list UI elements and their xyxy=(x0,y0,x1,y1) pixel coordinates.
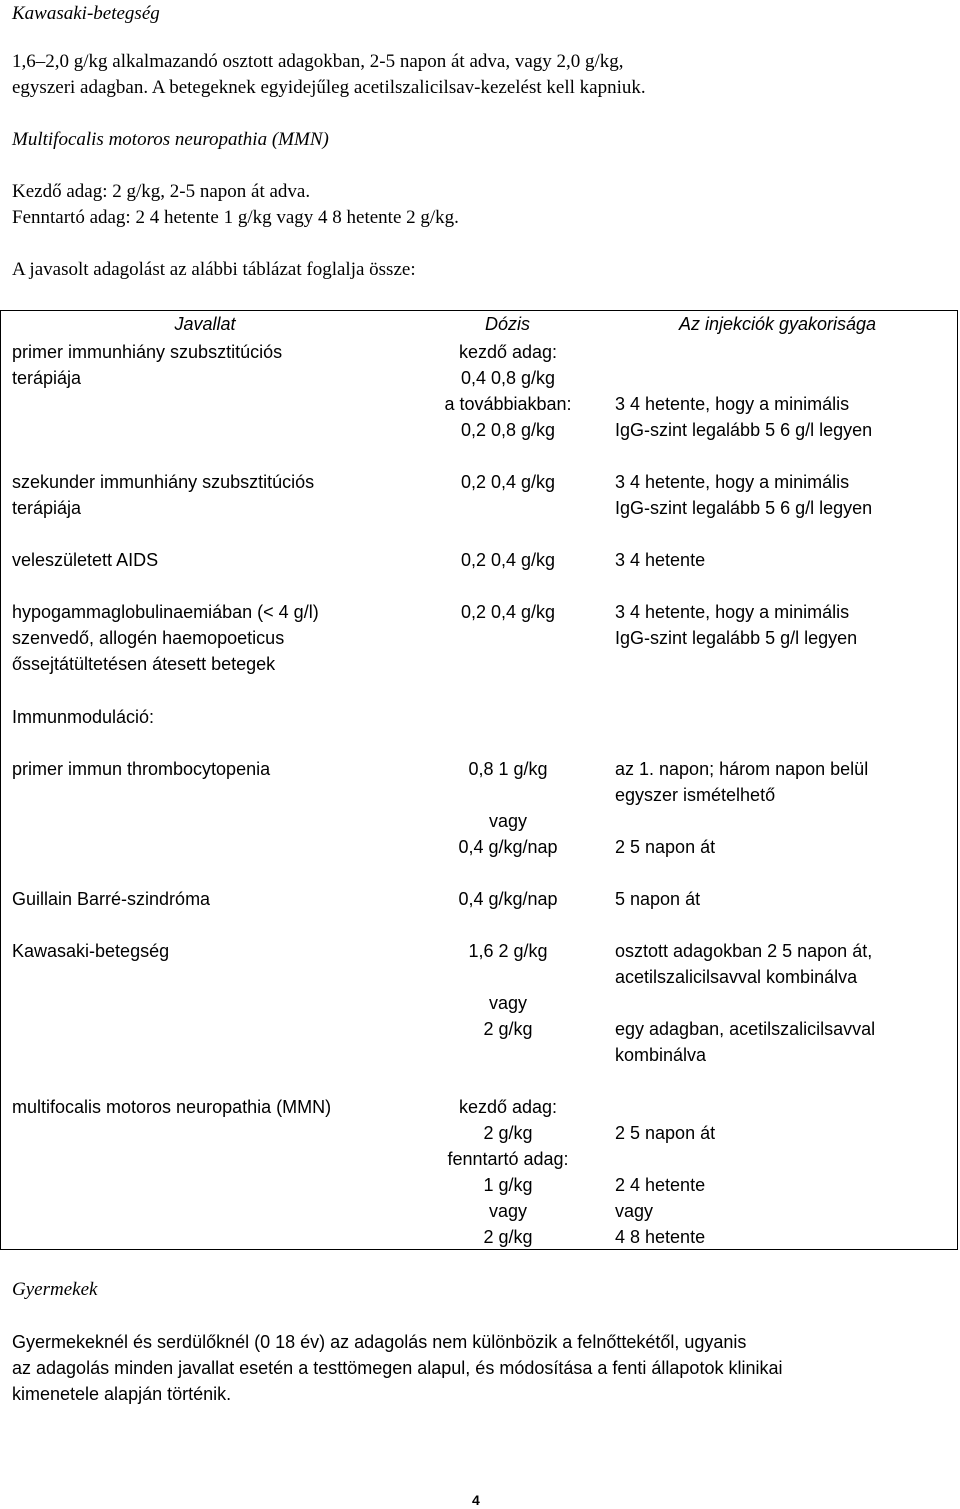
table-row-4-frequency-line-1: 3 4 hetente, hogy a minimális xyxy=(615,602,850,622)
table-row-8-dose-line-4: 2 g/kg xyxy=(483,1019,533,1039)
children-text-line-2: az adagolás minden javallat esetén a testtömegen alapul, és módosítása a fenti állapotok klinikai xyxy=(12,1358,783,1378)
table-row-6-dose-line-1: 0,8 1 g/kg xyxy=(468,759,548,779)
table-row-2-frequency-line-2: IgG-szint legalább 5 6 g/l legyen xyxy=(615,498,873,518)
table-row-4-dose: 0,2 0,4 g/kg xyxy=(460,602,556,622)
table-section-immunomodulation: Immunmoduláció: xyxy=(12,707,155,727)
heading-mmn: Multifocalis motoros neuropathia (MMN) xyxy=(12,129,329,150)
kawasaki-text-line-1: 1,6–2,0 g/kg alkalmazandó osztott adagokban, 2-5 napon át adva, vagy 2,0 g/kg, xyxy=(12,51,624,72)
table-row-2-dose: 0,2 0,4 g/kg xyxy=(460,472,556,492)
table-row-8-indication: Kawasaki-betegség xyxy=(12,941,170,961)
table-row-1-frequency-line-2: IgG-szint legalább 5 6 g/l legyen xyxy=(615,420,873,440)
header-dose: Dózis xyxy=(484,314,530,334)
table-row-2-indication-line-2: terápiája xyxy=(12,498,82,518)
table-row-9-dose-line-1: kezdő adag: xyxy=(458,1097,558,1117)
table-row-8-dose-line-1: 1,6 2 g/kg xyxy=(468,941,548,961)
table-row-3-indication: veleszületett AIDS xyxy=(12,550,159,570)
table-row-9-dose-line-2: 2 g/kg xyxy=(483,1123,533,1143)
table-row-9-dose-line-5: vagy xyxy=(488,1201,528,1221)
table-row-4-indication-line-1: hypogammaglobulinaemiában (< 4 g/l) xyxy=(12,602,319,622)
table-row-4-indication-line-3: őssejtátültetésen átesett betegek xyxy=(12,654,276,674)
table-row-1-dose-line-3: a továbbiakban: xyxy=(444,394,572,414)
table-row-7-dose: 0,4 g/kg/nap xyxy=(458,889,558,909)
table-row-1-dose-line-2: 0,4 0,8 g/kg xyxy=(460,368,556,388)
table-row-9-dose-line-3: fenntartó adag: xyxy=(447,1149,569,1169)
children-text-line-1: Gyermekeknél és serdülőknél (0 18 év) az adagolás nem különbözik a felnőttekétől, ugyanis xyxy=(12,1332,747,1352)
summary-text: A javasolt adagolást az alábbi táblázat foglalja össze: xyxy=(12,259,416,280)
table-row-6-dose-line-3: vagy xyxy=(488,811,528,831)
table-row-6-dose-line-4: 0,4 g/kg/nap xyxy=(458,837,558,857)
header-frequency: Az injekciók gyakorisága xyxy=(678,314,877,334)
table-row-6-indication: primer immun thrombocytopenia xyxy=(12,759,271,779)
table-row-9-frequency-line-4: 2 4 hetente xyxy=(615,1175,706,1195)
table-row-4-indication-line-2: szenvedő, allogén haemopoeticus xyxy=(12,628,285,648)
table-row-6-frequency-line-4: 2 5 napon át xyxy=(615,837,716,857)
table-row-3-dose: 0,2 0,4 g/kg xyxy=(460,550,556,570)
table-row-1-indication-line-2: terápiája xyxy=(12,368,82,388)
mmn-text-line-2: Fenntartó adag: 2 4 hetente 1 g/kg vagy 4 8 hetente 2 g/kg. xyxy=(12,207,459,228)
table-row-2-frequency-line-1: 3 4 hetente, hogy a minimális xyxy=(615,472,850,492)
table-row-2-indication-line-1: szekunder immunhiány szubsztitúciós xyxy=(12,472,315,492)
kawasaki-text-line-2: egyszeri adagban. A betegeknek egyidejűleg acetilszalicilsav-kezelést kell kapniuk. xyxy=(12,77,646,98)
table-row-8-frequency-line-2: acetilszalicilsavval kombinálva xyxy=(615,967,858,987)
table-row-8-frequency-line-5: kombinálva xyxy=(615,1045,707,1065)
table-row-8-frequency-line-4: egy adagban, acetilszalicilsavval xyxy=(615,1019,876,1039)
header-indication: Javallat xyxy=(174,314,236,334)
table-row-9-frequency-line-6: 4 8 hetente xyxy=(615,1227,706,1247)
heading-children: Gyermekek xyxy=(12,1279,98,1300)
table-row-9-indication: multifocalis motoros neuropathia (MMN) xyxy=(12,1097,332,1117)
table-row-1-indication-line-1: primer immunhiány szubsztitúciós xyxy=(12,342,283,362)
table-row-1-dose-line-4: 0,2 0,8 g/kg xyxy=(460,420,556,440)
page-number: 4 xyxy=(472,1492,480,1508)
table-row-9-frequency-line-2: 2 5 napon át xyxy=(615,1123,716,1143)
table-row-7-frequency: 5 napon át xyxy=(615,889,701,909)
table-row-1-frequency-line-1: 3 4 hetente, hogy a minimális xyxy=(615,394,850,414)
table-row-7-indication: Guillain Barré-szindróma xyxy=(12,889,211,909)
table-row-9-frequency-line-5: vagy xyxy=(615,1201,654,1221)
table-row-4-frequency-line-2: IgG-szint legalább 5 g/l legyen xyxy=(615,628,858,648)
table-row-6-frequency-line-2: egyszer ismételhető xyxy=(615,785,776,805)
table-row-3-frequency: 3 4 hetente xyxy=(615,550,706,570)
mmn-text-line-1: Kezdő adag: 2 g/kg, 2-5 napon át adva. xyxy=(12,181,311,202)
table-row-8-frequency-line-1: osztott adagokban 2 5 napon át, xyxy=(615,941,873,961)
children-text-line-3: kimenetele alapján történik. xyxy=(12,1384,232,1404)
table-row-6-frequency-line-1: az 1. napon; három napon belül xyxy=(615,759,869,779)
table-row-9-dose-line-4: 1 g/kg xyxy=(483,1175,533,1195)
table-row-1-dose-line-1: kezdő adag: xyxy=(458,342,558,362)
table-row-8-dose-line-3: vagy xyxy=(488,993,528,1013)
table-row-9-dose-line-6: 2 g/kg xyxy=(483,1227,533,1247)
heading-kawasaki: Kawasaki-betegség xyxy=(12,3,160,24)
